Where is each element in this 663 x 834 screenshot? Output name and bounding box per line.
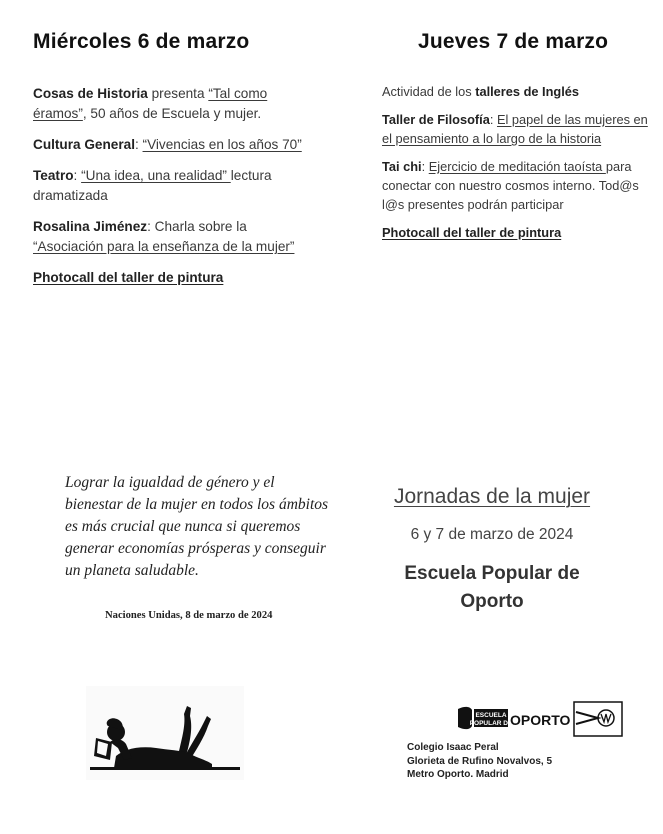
entry-text: : [489,112,497,127]
event-school: Escuela Popular de Oporto [404,563,580,612]
school-logo-graphic [458,700,626,740]
address-line: Metro Oporto. Madrid [407,769,509,780]
entry-title: Rosalina Jiménez [33,219,148,234]
entry-text: : [134,137,143,152]
wednesday-entry [33,84,318,124]
entry-title: Cosas de Historia [33,86,148,101]
entry-text: : Charla sobre la [147,219,247,234]
entry-link[interactable]: “Vivencias en los años 70” [142,137,302,152]
logo-wave-icon [601,714,611,722]
entry-text: para conectar con nuestro cosmos interno. Tod@s l@s presentes podrán participar [382,159,639,212]
entry-text: , 50 años de Escuela y mujer. [82,106,262,121]
quote-source: Naciones Unidas, 8 de marzo de 2024 [105,610,273,621]
wednesday-column [33,30,318,299]
entry-link[interactable]: “Una idea, una realidad” [81,168,231,183]
entry-text: : [421,159,429,174]
wednesday-entry [33,217,318,257]
thursday-entry [382,157,657,214]
thursday-photocall [382,223,657,242]
entry-title: Tai chi [382,159,422,174]
logo-small-text-top: ESCUELA [475,712,507,719]
photocall-link[interactable]: Photocall del taller de pintura [382,225,562,240]
thursday-heading: Jueves 7 de marzo [418,30,609,53]
entry-title: Teatro [33,168,74,183]
logo-small-text-bottom: POPULAR DE [469,720,513,727]
entry-text: presenta [147,86,209,101]
thursday-entry [382,110,657,148]
photocall-link[interactable]: Photocall del taller de pintura [33,270,224,285]
wednesday-entry [33,135,318,155]
entry-link[interactable]: “Asociación para la enseñanza de la mujer” [33,239,295,254]
thursday-entry [382,82,657,101]
logo-arrow-icon [576,712,598,724]
entry-title: Taller de Filosofía [382,112,490,127]
event-dates: 6 y 7 de marzo de 2024 [410,526,574,543]
address-line: Colegio Isaac Peral [407,742,499,753]
entry-title: talleres de Inglés [475,84,580,99]
school-address [407,741,552,782]
entry-text: lectura dramatizada [33,168,272,203]
wednesday-heading: Miércoles 6 de marzo [33,30,250,53]
logo-main-text: OPORTO [510,712,571,728]
thursday-entries [382,82,657,242]
wednesday-entry [33,166,318,206]
event-title: Jornadas de la mujer [393,485,591,508]
entry-link[interactable]: Ejercicio de meditación taoísta [428,159,606,174]
entry-link[interactable]: “Tal como éramos” [33,86,268,121]
entry-link[interactable]: El papel de las mujeres en el pensamiento a lo largo de la historia [382,112,648,146]
school-logo [458,700,626,740]
reading-woman-image [86,686,244,780]
wednesday-photocall [33,268,318,288]
reading-woman-silhouette [86,686,244,780]
entry-title: Cultura General [33,137,135,152]
wednesday-entries [33,84,318,288]
entry-text: Actividad de los [382,84,476,99]
address-line: Glorieta de Rufino Novalvos, 5 [407,755,553,767]
quote-text: Lograr la igualdad de género y el bienestar de la mujer en todos los ámbitos es más crucial que nunca si queremos generar economías prósperas y conseguir un planeta saludable. [65,474,329,579]
entry-text: : [73,168,82,183]
thursday-column [382,30,657,251]
event-title-block [372,485,612,616]
